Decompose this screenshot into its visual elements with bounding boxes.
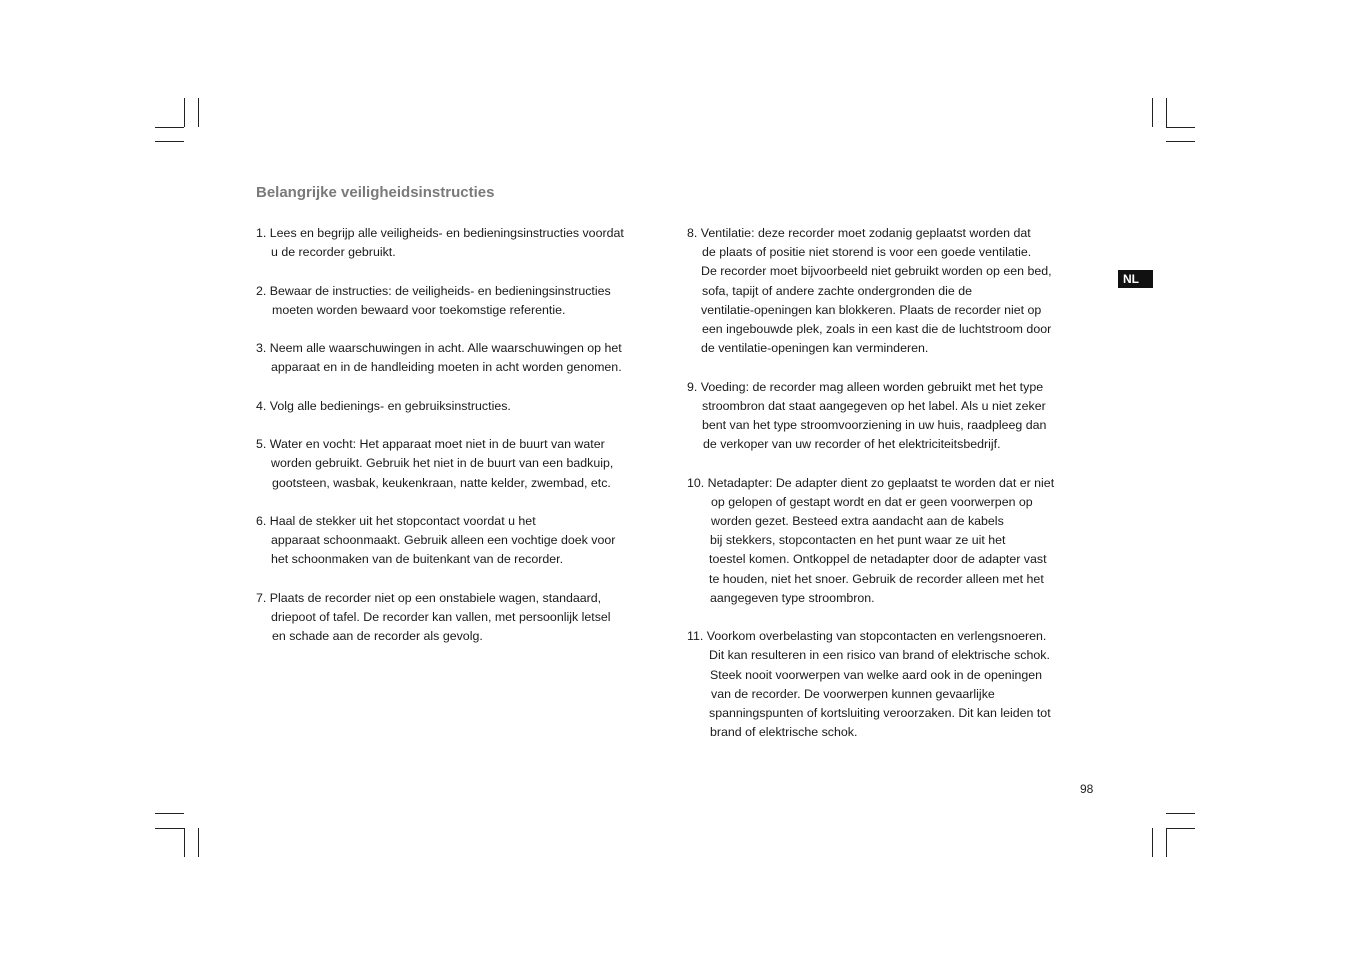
instruction-line: 4. Volg alle bedienings- en gebruiksinstructies.	[256, 398, 511, 413]
page-title: Belangrijke veiligheidsinstructies	[256, 184, 495, 201]
instruction-line: brand of elektrische schok.	[710, 725, 858, 740]
page-number: 98	[1080, 782, 1094, 796]
left-column	[256, 224, 666, 666]
instruction-line: het schoonmaken van de buitenkant van de recorder.	[271, 552, 564, 567]
instruction-line: worden gezet. Besteed extra aandacht aan de kabels	[711, 514, 1004, 529]
instruction-line: 2. Bewaar de instructies: de veiligheids- en bedieningsinstructies	[256, 283, 611, 298]
crop-mark	[1166, 828, 1167, 857]
language-badge: NL	[1118, 270, 1153, 288]
instruction-line: 3. Neem alle waarschuwingen in acht. Alle waarschuwingen op het	[256, 341, 622, 356]
instruction-line: 1. Lees en begrijp alle veiligheids- en bedieningsinstructies voordat	[256, 226, 624, 240]
crop-mark	[198, 828, 199, 857]
instruction-line: Dit kan resulteren in een risico van brand of elektrische schok.	[709, 648, 1050, 663]
instruction-line: 9. Voeding: de recorder mag alleen worden gebruikt met het type	[687, 379, 1044, 394]
instruction-line: 8. Ventilatie: deze recorder moet zodanig geplaatst worden dat	[687, 226, 1031, 240]
instruction-item	[256, 282, 666, 320]
instruction-item	[256, 224, 666, 262]
crop-mark	[1166, 813, 1195, 814]
instruction-line: moeten worden bewaard voor toekomstige referentie.	[272, 302, 566, 317]
instruction-line: op gelopen of gestapt wordt en dat er geen voorwerpen op	[711, 494, 1033, 509]
instruction-item	[687, 378, 1087, 455]
right-column	[687, 224, 1087, 762]
instruction-item	[687, 224, 1087, 358]
instruction-line: bent van het type stroomvoorziening in uw huis, raadpleeg dan	[702, 418, 1047, 433]
instruction-item	[256, 589, 666, 647]
instruction-line: sofa, tapijt of andere zachte ondergronden die de	[702, 283, 973, 298]
instruction-line: Steek nooit voorwerpen van welke aard ook in de openingen	[710, 667, 1043, 682]
instruction-line: De recorder moet bijvoorbeeld niet gebruikt worden op een bed,	[701, 264, 1052, 279]
instruction-line: gootsteen, wasbak, keukenkraan, natte kelder, zwembad, etc.	[272, 475, 611, 490]
instruction-line: stroombron dat staat aangegeven op het label. Als u niet zeker	[702, 398, 1046, 413]
instruction-item	[256, 397, 666, 416]
instruction-line: spanningspunten of kortsluiting veroorzaken. Dit kan leiden tot	[709, 706, 1051, 721]
instruction-line: 5. Water en vocht: Het apparaat moet niet in de buurt van water	[256, 437, 605, 452]
instruction-line: van de recorder. De voorwerpen kunnen gevaarlijke	[711, 686, 995, 701]
instruction-item	[687, 474, 1087, 608]
crop-mark	[1152, 828, 1153, 857]
instruction-item	[256, 435, 666, 493]
instruction-line: de ventilatie-openingen kan verminderen.	[701, 341, 929, 356]
instruction-line: en schade aan de recorder als gevolg.	[272, 629, 483, 644]
instruction-item	[687, 627, 1087, 742]
crop-mark	[1166, 828, 1195, 829]
instruction-line: u de recorder gebruikt.	[271, 245, 396, 260]
crop-mark	[155, 141, 184, 142]
instruction-line: apparaat schoonmaakt. Gebruik alleen een vochtige doek voor	[271, 533, 616, 548]
crop-mark	[198, 98, 199, 127]
instruction-line: worden gebruikt. Gebruik het niet in de buurt van een badkuip,	[271, 456, 614, 471]
instruction-line: de plaats of positie niet storend is voor een goede ventilatie.	[702, 245, 1032, 260]
instruction-line: een ingebouwde plek, zoals in een kast die de luchtstroom door	[702, 322, 1052, 337]
crop-mark	[184, 98, 185, 127]
crop-mark	[1152, 98, 1153, 127]
instruction-line: 11. Voorkom overbelasting van stopcontacten en verlengsnoeren.	[687, 629, 1047, 644]
instruction-line: de verkoper van uw recorder of het elektriciteitsbedrijf.	[703, 437, 1001, 452]
instruction-line: toestel komen. Ontkoppel de netadapter door de adapter vast	[709, 552, 1047, 567]
instruction-line: 7. Plaats de recorder niet op een onstabiele wagen, standaard,	[256, 590, 602, 605]
crop-mark	[155, 813, 184, 814]
instruction-line: te houden, niet het snoer. Gebruik de recorder alleen met het	[709, 571, 1044, 586]
crop-mark	[184, 828, 185, 857]
crop-mark	[155, 127, 184, 128]
crop-mark	[155, 828, 184, 829]
crop-mark	[1166, 98, 1167, 127]
crop-mark	[1166, 127, 1195, 128]
instruction-item	[256, 339, 666, 377]
instruction-line: ventilatie-openingen kan blokkeren. Plaats de recorder niet op	[701, 302, 1042, 317]
instruction-line: aangegeven type stroombron.	[710, 590, 875, 605]
instruction-line: driepoot of tafel. De recorder kan vallen, met persoonlijk letsel	[271, 609, 611, 624]
instruction-item	[256, 512, 666, 570]
instruction-line: apparaat en in de handleiding moeten in acht worden genomen.	[271, 360, 622, 375]
crop-mark	[1166, 141, 1195, 142]
instruction-line: bij stekkers, stopcontacten en het punt waar ze uit het	[710, 533, 1006, 548]
instruction-line: 6. Haal de stekker uit het stopcontact voordat u het	[256, 513, 536, 528]
instruction-line: 10. Netadapter: De adapter dient zo geplaatst te worden dat er niet	[687, 475, 1055, 490]
